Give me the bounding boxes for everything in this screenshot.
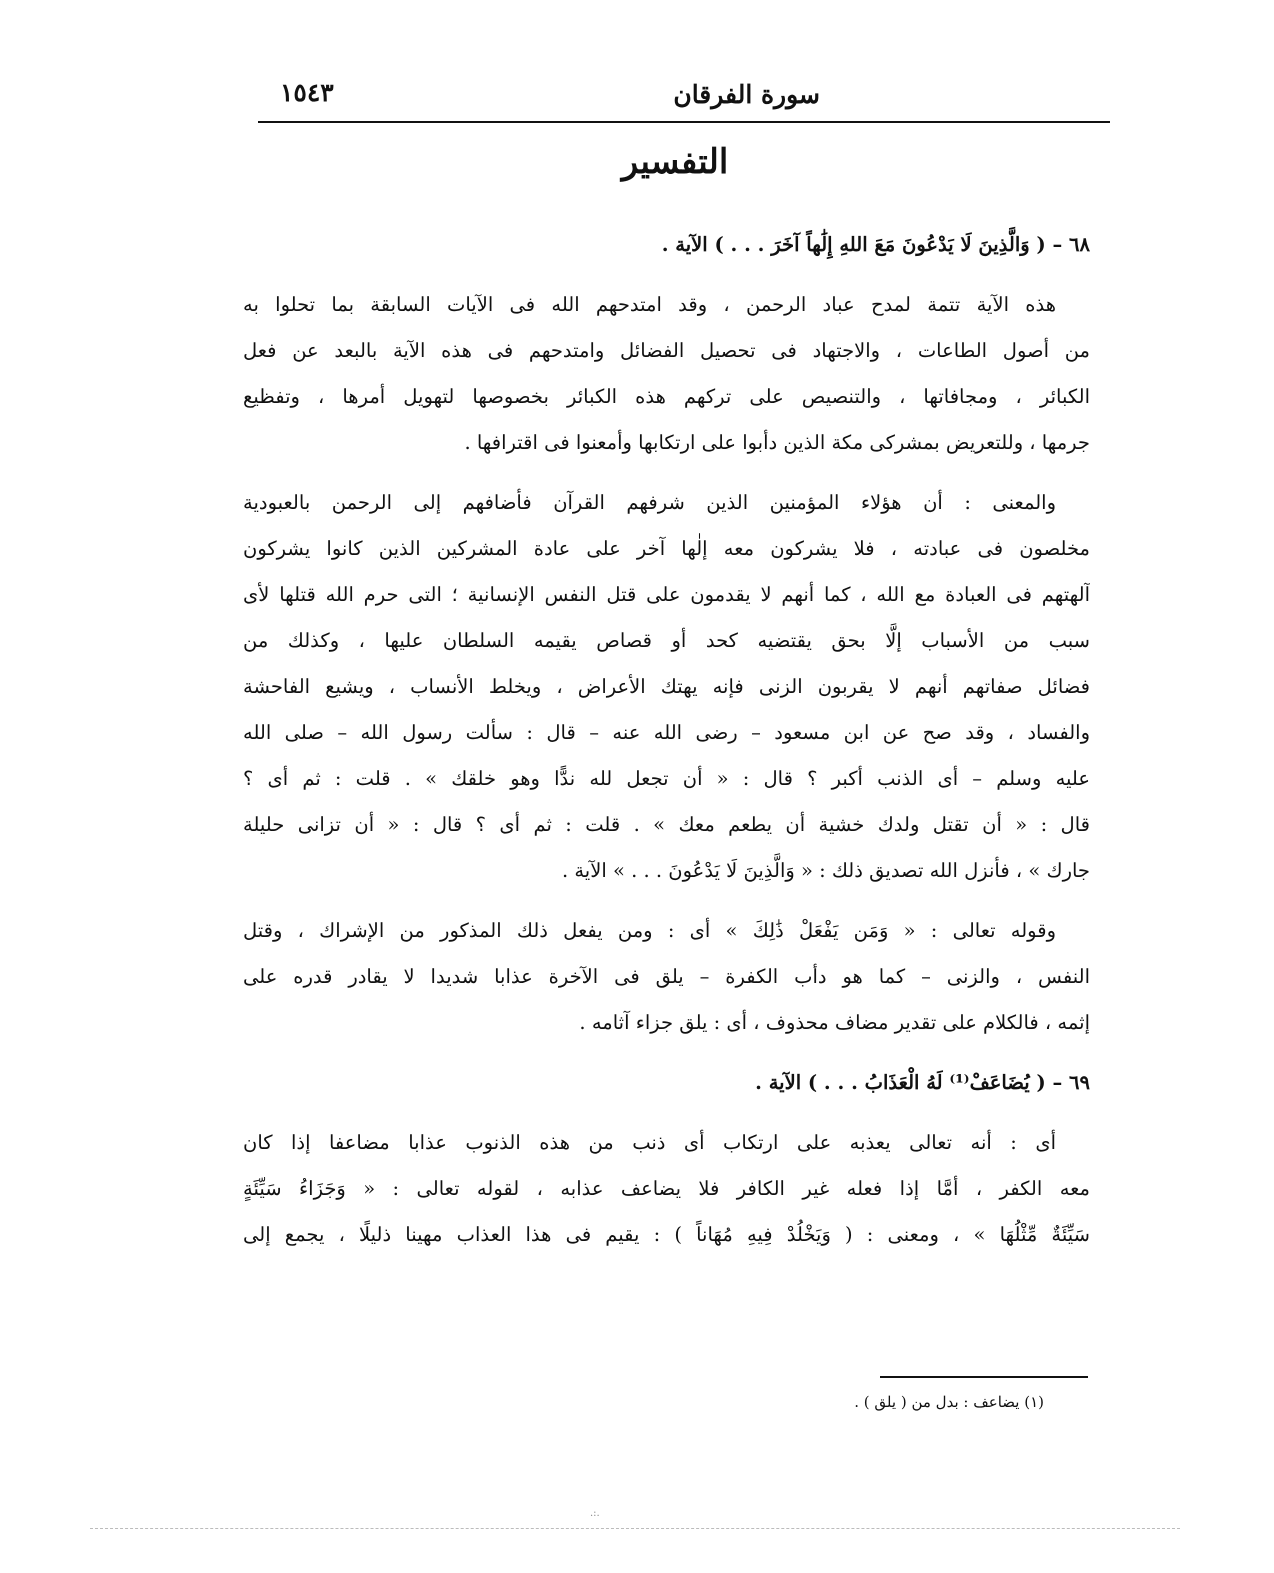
paragraph-gap (243, 1046, 1090, 1060)
text-line: والفساد ، وقد صح عن ابن مسعود – رضى الله عنه – قال : سألت رسول الله – صلى الله (243, 721, 1090, 744)
text-line: قال : « أن تقتل ولدك خشية أن يطعم معك » . قلت : ثم أى ؟ قال : « أن تزانى حليلة (243, 813, 1090, 836)
text-line: الكبائر ، ومجافاتها ، والتنصيص على تركهم هذه الكبائر بخصوصها لتهويل أمرها ، وتفظيع (243, 385, 1090, 408)
text-line: آلهتهم فى العبادة مع الله ، كما أنهم لا يقدمون على قتل النفس الإنسانية ؛ التى حرم الله قتلها لأى (243, 583, 1090, 606)
text-line: النفس ، والزنى – كما هو دأب الكفرة – يلق فى الآخرة عذابا شديدا لا يقادر قدره على (243, 965, 1090, 988)
verse-69-heading: ٦٩ – ( يُضَاعَفْ⁽¹⁾ لَهُ الْعَذَابُ . . . ) الآية . (755, 1071, 1090, 1094)
text-line: إثمه ، فالكلام على تقدير مضاف محذوف ، أى : يلق جزاء آثامه . (579, 1011, 1090, 1034)
text-line: عليه وسلم – أى الذنب أكبر ؟ قال : « أن تجعل لله ندًّا وهو خلقك » . قلت : ثم أى ؟ (243, 767, 1090, 790)
text-line: أى : أنه تعالى يعذبه على ارتكاب أى ذنب من هذه الذنوب عذابا مضاعفا إذا كان (243, 1131, 1056, 1154)
text-line: سبب من الأسباب إلَّا بحق يقتضيه كحد أو قصاص يقيمه السلطان عليها ، وكذلك من (243, 629, 1090, 652)
scan-artifact: .:. (590, 1508, 600, 1519)
text-line: وقوله تعالى : « وَمَن يَفْعَلْ ذَٰلِكَ » أى : ومن يفعل ذلك المذكور من الإشراك ، وقتل (243, 919, 1056, 942)
text-line: هذه الآية تتمة لمدح عباد الرحمن ، وقد امتدحهم الله فى الآيات السابقة بما تحلوا به (243, 293, 1056, 316)
text-line: جارك » ، فأنزل الله تصديق ذلك : « وَالَّذِينَ لَا يَدْعُونَ . . . » الآية . (561, 859, 1090, 882)
text-line: مخلصون فى عبادته ، فلا يشركون معه إلٰها آخر على عادة المشركين الذين كانوا يشركون (243, 537, 1090, 560)
scan-edge-line (90, 1528, 1180, 1529)
footnote: (١) يضاعف : بدل من ( يلق ) . (854, 1393, 1044, 1411)
paragraph-gap (243, 894, 1090, 908)
footnote-divider (880, 1376, 1088, 1378)
text-line: فضائل صفاتهم أنهم لا يقربون الزنى فإنه يهتك الأعراض ، ويخلط الأنساب ، ويشيع الفاحشة (243, 675, 1090, 698)
surah-title: سورة الفرقان (673, 80, 820, 109)
header-divider (258, 121, 1110, 123)
paragraph-gap (243, 268, 1090, 282)
text-line: سَيِّئَةٌ مِّثْلُهَا » ، ومعنى : ( وَيَخْلُدْ فِيهِ مُهَاناً ) : يقيم فى هذا العذاب مهينا ذليلًا ، يجمع إلى (243, 1223, 1090, 1246)
tafsir-body (243, 222, 1090, 1258)
verse-68-heading: ٦٨ – ( وَالَّذِينَ لَا يَدْعُونَ مَعَ اللهِ إِلَٰهاً آخَرَ . . . ) الآية . (661, 233, 1090, 256)
section-title: التفسير (621, 142, 729, 182)
text-line: معه الكفر ، أمَّا إذا فعله غير الكافر فلا يضاعف عذابه ، لقوله تعالى : « وَجَزَاءُ سَيِّئَةٍ (243, 1177, 1090, 1200)
text-line: من أصول الطاعات ، والاجتهاد فى تحصيل الفضائل وامتدحهم فى هذه الآية بالبعد عن فعل (243, 339, 1090, 362)
paragraph-gap (243, 466, 1090, 480)
text-line: جرمها ، وللتعريض بمشركى مكة الذين دأبوا على ارتكابها وأمعنوا فى اقترافها . (464, 431, 1090, 454)
running-header (258, 72, 1110, 116)
text-line: والمعنى : أن هؤلاء المؤمنين الذين شرفهم القرآن فأضافهم إلى الرحمن بالعبودية (243, 491, 1056, 514)
paragraph-gap (243, 1106, 1090, 1120)
page-number: ١٥٤٣ (280, 78, 334, 107)
